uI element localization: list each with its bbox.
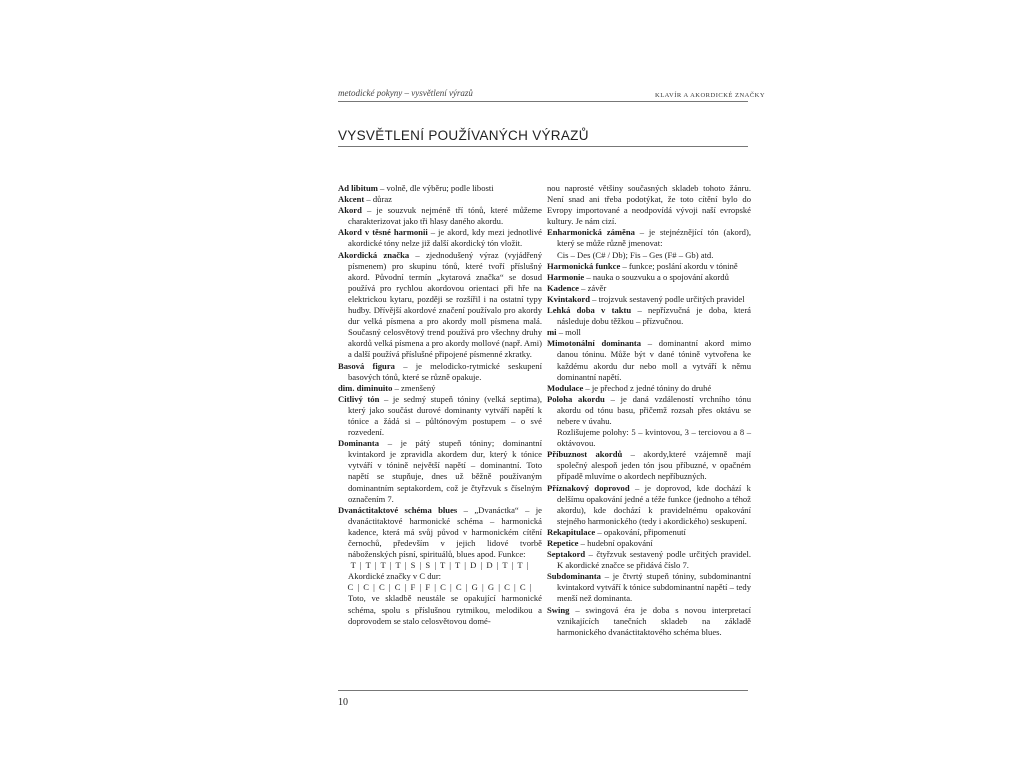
glossary-definition: – je souzvuk nejméně tří tónů, které můžeme charakterizovat jako tři hlasy daného akordu. [348, 205, 542, 227]
glossary-term: Swing [547, 604, 570, 615]
glossary-definition: – důraz [364, 194, 392, 205]
glossary-term: Mimotonální dominanta [547, 338, 642, 349]
glossary-entry [338, 194, 542, 205]
glossary-entry [547, 483, 751, 527]
glossary-entry [547, 261, 751, 272]
glossary-definition: – je sedmý stupeň tóniny (velká septima), který jako součást durové dominanty vytváří napětí k tónice a žádá si – půltónovým postupem – o své rozvedení. [348, 393, 542, 438]
glossary-definition: – nepřízvučná je doba, která následuje dobu těžkou – přízvučnou. [557, 305, 751, 327]
glossary-entry [547, 605, 751, 638]
glossary-definition: – je přechod z jedné tóniny do druhé [583, 382, 712, 393]
glossary-definition: – zjednodušený výraz (vyjádřený písmenem) pro skupinu tónů, které tvoří příslušný akord. Původní termín „kytarová značka“ se dosud používá pro rychlou akordovou orientaci při hře na elektrickou kytaru, později se rozšířil i na ostatní typy hudby. Dřívější akordové značení používalo pro akordy dur velká písmena a pro akordy moll písmena malá. Současný celosvětový trend používá pro všechny druhy akordů velká písmena a pro akordy mollové (např. Ami) a další používá příslušné připojené písmenné zkratky. [348, 249, 543, 360]
glossary-entry [547, 538, 751, 549]
glossary-definition: – volně, dle výběru; podle libosti [377, 183, 494, 193]
glossary-definition: – je daná vzdáleností vrchního tónu akordu od tónu basu, přičemž rozsah přes oktávu se nebere v úvahu. [557, 393, 752, 426]
glossary-term: Septakord [547, 549, 586, 560]
glossary-definition: – trojzvuk sestavený podle určitých pravidel [589, 293, 745, 304]
glossary-definition: – swingová éra je doba s novou interpretací vznikajících tanečních skladeb na základě harmonického dvanáctitaktového schéma blues. [557, 604, 751, 637]
glossary-entry [338, 183, 542, 194]
glossary-entry [338, 582, 542, 593]
glossary-entry [547, 327, 751, 338]
glossary-term: Harmonie [547, 271, 585, 282]
glossary-definition: – je melodicko-rytmické seskupení basových tónů, které se různě opakuje. [348, 360, 542, 382]
glossary-entry [338, 571, 542, 582]
glossary-term: Enharmonická záměna [547, 227, 635, 238]
glossary-term: Poloha akordu [547, 393, 605, 404]
glossary-definition: C | C | C | C | F | F | C | C | G | G | C | C | [347, 582, 533, 593]
glossary-definition: T | T | T | T | S | S | T | T | D | D | T | T | [350, 560, 530, 571]
glossary-term: Akord v těsné harmonii [338, 227, 428, 238]
glossary-definition: – moll [556, 327, 581, 338]
glossary-entry [547, 183, 751, 227]
glossary-entry [547, 272, 751, 283]
glossary-entry [547, 549, 751, 571]
running-header-right: KLAVÍR A AKORDICKÉ ZNAČKY [655, 92, 766, 99]
glossary-entry [547, 394, 751, 427]
glossary-definition: – „Dvanáctka“ – je dvanáctitaktové harmonické schéma – harmonická kadence, která má svůj původ v harmonickém cítění černochů, především v jejich lidové tvorbě náboženských písní, spirituálů, blues apod. Funkce: [348, 504, 542, 560]
glossary-term: Akordická značka [338, 249, 410, 260]
glossary-term: Ad libitum [338, 183, 378, 193]
glossary-definition: – je doprovod, kde dochází k delšímu opakování jedné a téže funkce (jednoho a téhož akordu), kde dochází k pravidelnému opakování stejného harmonického (tedy i akordického) seskupení. [557, 482, 751, 526]
glossary-definition: nou naprosté většiny současných skladeb tohoto žánru. Není snad ani třeba podotýkat, že toto cítění bylo do Evropy importované a neodpovídá vývoji naší evropské kultury. Je nám cizí. [547, 183, 751, 227]
glossary-entry [338, 394, 542, 438]
glossary-term: mi [547, 327, 557, 338]
glossary-entry [338, 383, 542, 394]
glossary-term: Příznakový doprovod [547, 482, 630, 493]
page-title: VYSVĚTLENÍ POUŽÍVANÝCH VÝRAZŮ [338, 128, 589, 143]
glossary-term: Modulace [547, 382, 584, 393]
glossary-entry [547, 305, 751, 327]
glossary-definition: Toto, ve skladbě neustále se opakující harmonické schéma, spolu s příslušnou rytmikou, melodikou a doprovodem se stalo celosvětovou domé- [348, 593, 542, 626]
glossary-column-left [338, 183, 542, 627]
glossary-entry [547, 427, 751, 449]
glossary-definition: – funkce; poslání akordu v tónině [620, 260, 738, 271]
glossary-definition: – závěr [578, 282, 607, 293]
glossary-term: Kvintakord [547, 293, 590, 304]
glossary-definition: – nauka o souzvuku a o spojování akordů [584, 271, 729, 282]
glossary-entry [547, 338, 751, 382]
glossary-definition: – dominantní akord mimo danou tóninu. Může být v dané tónině vytvořena ke každému akordu dur nebo moll a vytváří k němu dominantní napětí. [557, 338, 751, 382]
glossary-entry [547, 571, 751, 604]
glossary-term: Akord [338, 205, 362, 216]
glossary-term: Lehká doba v taktu [547, 305, 632, 316]
glossary-column-right [547, 183, 751, 638]
glossary-definition: – je stejnéznějící tón (akord), který se může různě jmenovat: [557, 227, 751, 249]
glossary-definition: – opakování, připomenutí [595, 526, 686, 537]
glossary-entry [547, 383, 751, 394]
glossary-term: Dvanáctitaktové schéma blues [338, 504, 458, 515]
glossary-entry [547, 294, 751, 305]
glossary-entry [547, 227, 751, 249]
glossary-entry [338, 250, 542, 361]
running-header-left: metodické pokyny – vysvětlení výrazů [338, 88, 473, 98]
glossary-definition: – čtyřzvuk sestavený podle určitých pravidel. K akordické značce se přidává číslo 7. [557, 549, 751, 571]
glossary-term: Akcent [338, 194, 365, 205]
glossary-term: Kadence [547, 282, 579, 293]
glossary-term: Basová figura [338, 360, 395, 371]
glossary-entry [547, 250, 751, 261]
header-divider [338, 101, 748, 102]
glossary-definition: – akordy,které vzájemně mají společný alespoň jeden tón jsou příbuzné, v opačném případě mluvíme o akordech nepříbuzných. [557, 449, 751, 482]
glossary-entry [547, 283, 751, 294]
glossary-entry [338, 560, 542, 571]
glossary-definition: – hudební opakování [578, 538, 653, 548]
glossary-term: Příbuznost akordů [547, 449, 623, 460]
glossary-definition: Akordické značky v C dur: [348, 571, 442, 582]
glossary-term: Citlivý tón [338, 393, 380, 404]
title-divider [338, 146, 748, 147]
glossary-term: Rekapitulace [547, 526, 596, 537]
glossary-entry [338, 593, 542, 626]
glossary-entry [338, 205, 542, 227]
glossary-definition: Rozlišujeme polohy: 5 – kvintovou, 3 – terciovou a 8 – oktávovou. [557, 427, 751, 449]
glossary-term: Subdominanta [547, 571, 601, 582]
page-number: 10 [338, 697, 348, 708]
glossary-entry [338, 505, 542, 560]
glossary-term: dim. diminuito [338, 382, 393, 393]
glossary-definition: – zmenšený [392, 382, 436, 393]
glossary-definition: Cis – Des (C# / Db); Fis – Ges (F# – Gb) atd. [557, 249, 714, 260]
glossary-definition: – je čtvrtý stupeň tóniny, subdominantní kvintakord vytváří k tónice subdominantní napětí – tedy menší než dominanta. [557, 571, 751, 604]
glossary-term: Harmonická funkce [547, 260, 621, 271]
glossary-entry [338, 227, 542, 249]
footer-divider [338, 690, 748, 691]
glossary-entry [338, 438, 542, 505]
glossary-definition: – je pátý stupeň tóniny; dominantní kvintakord je zpravidla akordem dur, který k tónice vytváří v tónině největší napětí – dominantní. Toto napětí se stupňuje, dnes už běžně používaným dominantním septakordem, což je čtyřzvuk s číselným označením 7. [348, 438, 542, 504]
glossary-term: Repetice [547, 538, 579, 548]
glossary-entry [547, 449, 751, 482]
glossary-definition: – je akord, kdy mezi jednotlivé akordické tóny nelze již další akordický tón vložit. [348, 227, 542, 249]
glossary-entry [338, 361, 542, 383]
glossary-term: Dominanta [338, 438, 380, 449]
glossary-entry [547, 527, 751, 538]
